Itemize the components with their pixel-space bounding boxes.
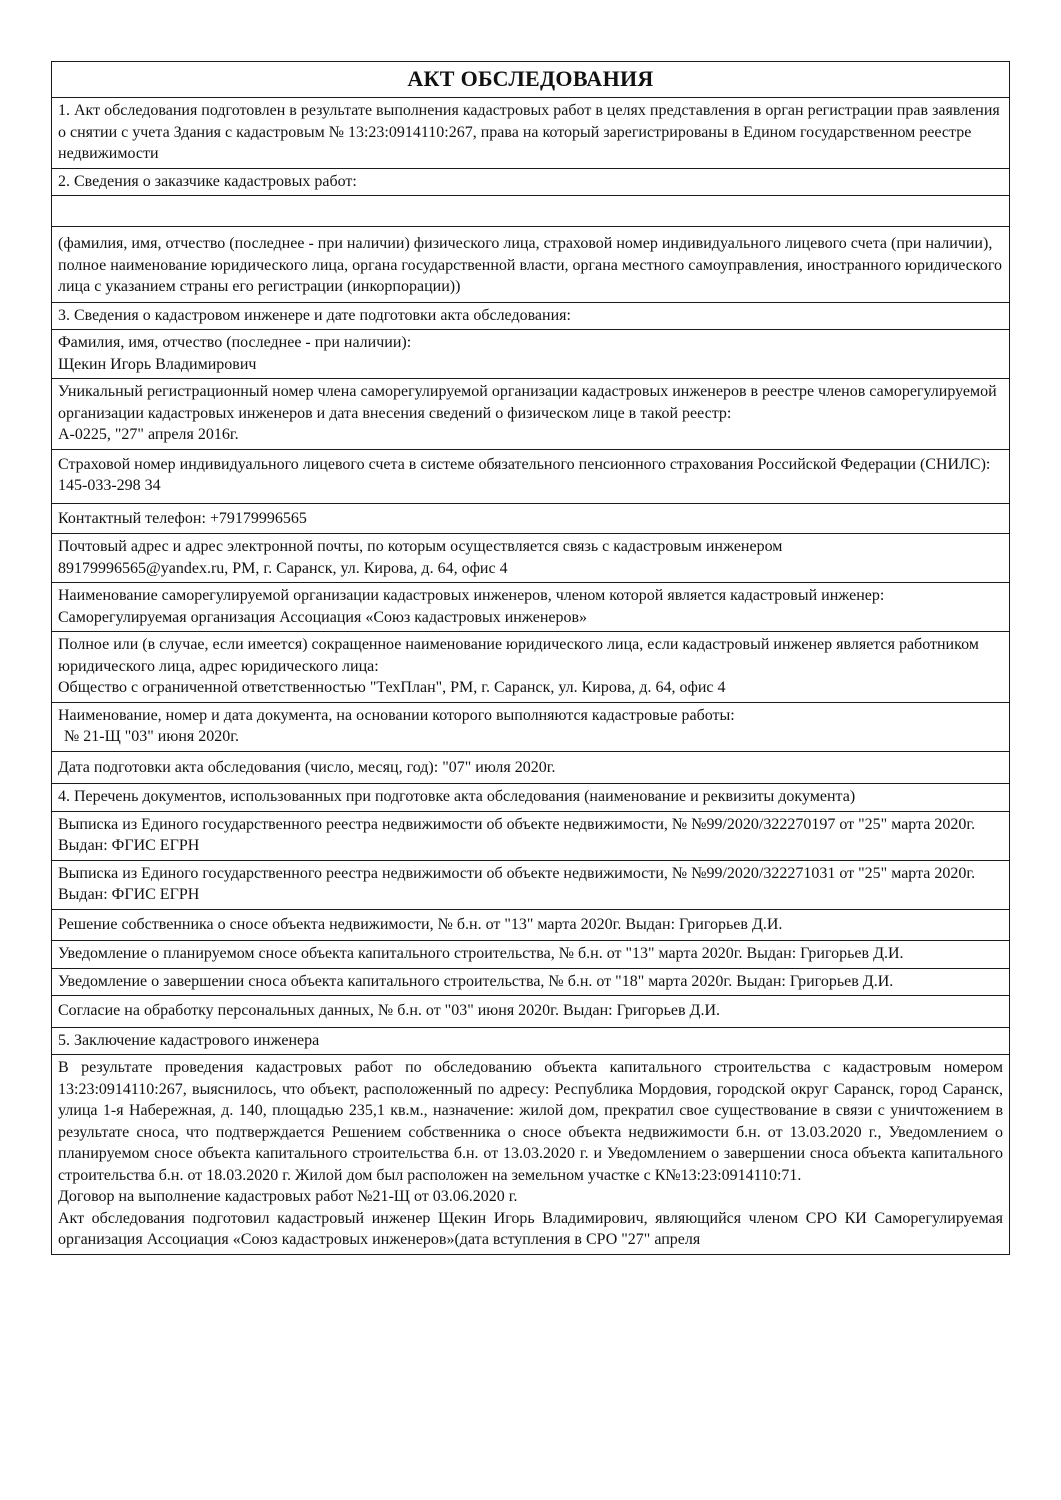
document-item: Согласие на обработку персональных данных, № б.н. от "03" июня 2020г. Выдан: Григорьев Д.И. [52,996,1010,1028]
customer-hint: (фамилия, имя, отчество (последнее - при наличии) физического лица, страховой номер индивидуального лицевого счета (при наличии), полное наименование юридического лица, органа государственной власти, органа местного самоуправления, иностранного юридического лица с указанием страны его регистрации (инкорпорации)) [52,227,1010,303]
act-table [51,61,1010,1255]
engineer-fio-cell [52,330,1010,379]
regnum-label: Уникальный регистрационный номер члена саморегулируемой организации кадастровых инженеров в реестре членов саморегулируемой организации кадастровых инженеров и дата внесения сведений о физическом лице в такой реестр: [58,383,997,422]
org-label: Полное или (в случае, если имеется) сокращенное наименование юридического лица, если кадастровый инженер является работником юридического лица, адрес юридического лица: [58,636,979,675]
sro-label: Наименование саморегулируемой организации кадастровых инженеров, членом которой является кадастровый инженер: [58,587,885,604]
phone-text: Контактный телефон: +79179996565 [52,503,1010,534]
contract-line: Договор на выполнение кадастровых работ №21-Щ от 03.06.2020 г. [58,1188,518,1205]
section-2-header: 2. Сведения о заказчике кадастровых работ: [52,168,1010,196]
sro-cell [52,583,1010,632]
address-cell [52,534,1010,583]
document-item: Выписка из Единого государственного реестра недвижимости об объекте недвижимости, № №99/2020/322270197 от "25" марта 2020г. Выдан: ФГИС ЕГРН [52,811,1010,860]
sro-value: Саморегулируемая организация Ассоциация «Союз кадастровых инженеров» [58,608,588,626]
act-document [51,61,1010,1255]
address-value: 89179996565@yandex.ru, РМ, г. Саранск, ул. Кирова, д. 64, офис 4 [58,559,508,577]
final-text: Акт обследования подготовил кадастровый инженер Щекин Игорь Владимирович, являющийся членом СРО КИ Саморегулируемая организация Ассоциация «Союз кадастровых инженеров»(дата вступления в СРО "27" апреля [58,1209,1003,1248]
document-item: Выписка из Единого государственного реестра недвижимости об объекте недвижимости, № №99/2020/322271031 от "25" марта 2020г. Выдан: ФГИС ЕГРН [52,860,1010,909]
fio-label: Фамилия, имя, отчество (последнее - при наличии): [58,334,412,351]
section-5-header: 5. Заключение кадастрового инженера [52,1027,1010,1055]
regnum-cell [52,379,1010,450]
section-3-header: 3. Сведения о кадастровом инженере и дате подготовки акта обследования: [52,302,1010,330]
contract-label: Наименование, номер и дата документа, на основании которого выполняются кадастровые работы: [58,706,735,724]
document-item: Решение собственника о сносе объекта недвижимости, № б.н. от "13" марта 2020г. Выдан: Григорьев Д.И. [52,909,1010,941]
section-4-header: 4. Перечень документов, использованных при подготовке акта обследования (наименование и реквизиты документа) [52,784,1010,812]
act-date-text: Дата подготовки акта обследования (число, месяц, год): "07" июля 2020г. [52,751,1010,784]
contract-value: № 21-Щ "03" июня 2020г. [64,728,239,745]
organization-cell [52,632,1010,703]
document-title: АКТ ОБСЛЕДОВАНИЯ [52,62,1010,98]
section-1-text: 1. Акт обследования подготовлен в результате выполнения кадастровых работ в целях представления в орган регистрации прав заявления о снятии с учета Здания с кадастровым № 13:23:0914110:267, права на который зарегистрированы в Едином государственном реестре недвижимости [52,98,1010,169]
document-item: Уведомление о завершении сноса объекта капитального строительства, № б.н. от "18" марта 2020г. Выдан: Григорьев Д.И. [52,968,1010,996]
snils-text: Страховой номер индивидуального лицевого счета в системе обязательного пенсионного страхования Российской Федерации (СНИЛС): 145-033-298 34 [52,449,1010,503]
customer-value [52,196,1010,227]
conclusion-text: В результате проведения кадастровых работ по обследованию объекта капитального строительства с кадастровым номером 13:23:0914110:267, выяснилось, что объект, расположенный по адресу: Республика Мордовия, городской округ Саранск, город Саранск, улица 1-я Набережная, д. 140, площадью 235,1 кв.м., назначение: жилой дом, прекратил свое существование в связи с уничтожением в результате сноса, что подтверждается Решением собственника о сносе объекта недвижимости б.н. от 13.03.2020 г., Уведомлением о планируемом сносе объекта капитального строительства б.н. от 13.03.2020 г. и Уведомлением о завершении сноса объекта капитального строительства б.н. от 18.03.2020 г. Жилой дом был расположен на земельном участке с К№13:23:0914110:71. [58,1059,1003,1184]
org-value: Общество с ограниченной ответственностью "ТехПлан", РМ, г. Саранск, ул. Кирова, д. 64, офис 4 [58,679,726,696]
document-item: Уведомление о планируемом сносе объекта капитального строительства, № б.н. от "13" марта 2020г. Выдан: Григорьев Д.И. [52,941,1010,969]
regnum-value: А-0225, "27" апреля 2016г. [58,426,239,443]
address-label: Почтовый адрес и адрес электронной почты, по которым осуществляется связь с кадастровым инженером [58,538,783,555]
conclusion-cell [52,1055,1010,1255]
basis-document-cell [52,702,1010,751]
fio-value: Щекин Игорь Владимирович [58,355,257,373]
